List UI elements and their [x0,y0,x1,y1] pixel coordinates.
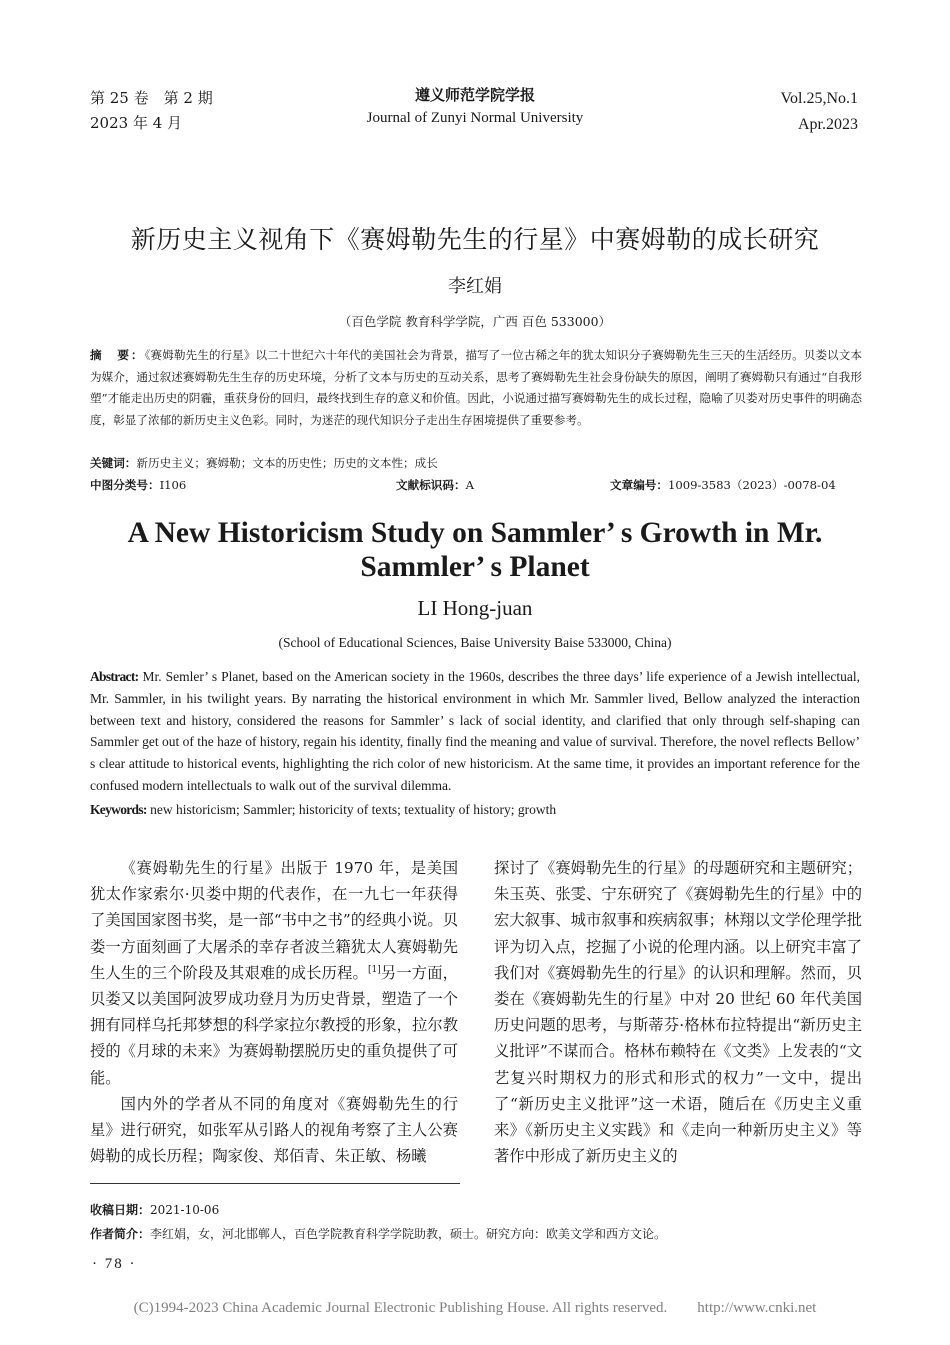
affiliation-en: (School of Educational Sciences, Baise University Baise 533000, China) [278,635,672,650]
keywords-cn-text: 新历史主义；赛姆勒；文本的历史性；历史的文本性；成长 [136,456,438,470]
body-column-left [90,855,458,1169]
title-en-line2: Sammler’ s Planet [360,551,590,583]
clc-number: 中图分类号：I106 [90,478,187,492]
document-code: 文献标识码：A [396,478,474,492]
date-cn: 2023 年 4 月 [90,114,183,132]
body-paragraph-2: 国内外的学者从不同的角度对《赛姆勒先生的行星》进行研究，如张军从引路人的视角考察了主人公赛姆勒的成长历程；陶家俊、郑佰青、朱正敏、杨曦 [90,1094,458,1166]
abstract-cn [90,345,862,431]
journal-name-en: Journal of Zunyi Normal University [366,110,584,126]
author-en: LI Hong-juan [417,596,533,620]
keywords-cn-label: 关键词： [90,456,137,470]
keywords-en-text: new historicism; Sammler; historicity of texts; textuality of history; growth [150,802,557,817]
page-number: · 78 · [92,1256,137,1272]
abstract-cn-text: 《赛姆勒先生的行星》以二十世纪六十年代的美国社会为背景，描写了一位古稀之年的犹太知识分子赛姆勒先生三天的生活经历。贝娄以文本为媒介，通过叙述赛姆勒先生生存的历史环境，分析了文本与历史的互动关系，思考了赛姆勒先生社会身份缺失的原因，阐明了赛姆勒只有通过“自我形塑”才能走出历史的阴霾，重获身份的回归，最终找到生存的意义和价值。因此，小说通过描写赛姆勒先生的成长过程，隐喻了贝娄对历史事件的明确态度，彰显了浓郁的新历史主义色彩。同时，为迷茫的现代知识分子走出生存困境提供了重要参考。 [90,348,862,427]
received-date: 收稿日期：2021-10-06 [90,1203,220,1217]
journal-name-cn: 遵义师范学院学报 [414,86,535,104]
article-title-cn: 新历史主义视角下《赛姆勒先生的行星》中赛姆勒的成长研究 [130,225,820,254]
reference-marker: [1] [368,964,381,975]
keywords-en [90,799,860,821]
body-column-right [494,855,862,1169]
keywords-cn [90,453,862,474]
footnote-divider [90,1183,460,1184]
abstract-en-label: Abstract: [90,669,139,684]
title-en-line1: A New Historicism Study on Sammler’ s Growth in Mr. [127,517,823,549]
volume-issue-en: Vol.25,No.1 [780,90,858,107]
article-number: 文章编号：1009-3583（2023）-0078-04 [610,478,836,492]
body-paragraph-1: 《赛姆勒先生的行星》出版于 1970 年，是美国犹太作家索尔·贝娄中期的代表作，在一九七一年获得了美国国家图书奖，是一部“书中之书”的经典小说。贝娄一方面刻画了大屠杀的幸存者波兰籍犹太人赛姆勒先生人生的三个阶段及其艰难的成长历程。[1]另一方面，贝娄又以美国阿波罗成功登月为历史背景，塑造了一个拥有同样乌托邦梦想的科学家拉尔教授的形象，拉尔教授的《月球的未来》为赛姆勒摆脱历史的重负提供了可能。 [90,859,458,1087]
header-right [781,86,859,138]
author-bio: 作者简介：李红娟，女，河北邯郸人，百色学院教育科学学院助教，硕士。研究方向：欧美文学和西方文论。 [90,1227,667,1241]
author-cn: 李红娟 [448,276,502,297]
copyright-notice: (C)1994-2023 China Academic Journal Electronic Publishing House. All rights reserved. http://www.cnki.net [133,1300,817,1316]
date-en: Apr.2023 [798,116,858,133]
abstract-cn-label: 摘 要： [90,348,145,362]
volume-issue-cn: 第 25 卷 第 2 期 [90,89,213,107]
keywords-en-label: Keywords: [90,802,147,817]
abstract-en [90,666,860,797]
body-paragraph-2-continued: 探讨了《赛姆勒先生的行星》的母题研究和主题研究；朱玉英、张雯、宁东研究了《赛姆勒先生的行星》中的宏大叙事、城市叙事和疾病叙事；林翔以文学伦理学批评为切入点，挖掘了小说的伦理内涵。以上研究丰富了我们对《赛姆勒先生的行星》的认识和理解。然而，贝娄在《赛姆勒先生的行星》中对 20 世纪 60 年代美国历史问题的思考，与斯蒂芬·格林布拉特提出“新历史主义批评”不谋而合。格林布赖特在《文类》上发表的“文艺复兴时期权力的形式和形式的权力”一文中，提出了“新历史主义批评”这一术语，随后在《历史主义重来》《新历史主义实践》和《走向一种新历史主义》等著作中形成了新历史主义的 [494,859,862,1166]
footnotes [90,1198,862,1246]
abstract-en-text: Mr. Semler’ s Planet, based on the American society in the 1960s, describes the three days’ life experience of a Jewish intellectual, Mr. Sammler, in his twilight years. By narrating the historical environment in which Mr. Sammler lived, Bellow analyzed the interaction between text and history, considered the reasons for Sammler’ s lack of social identity, and clarified that only through self-shaping can Sammler get out of the haze of history, regain his identity, finally find the meaning and value of survival. Therefore, the novel reflects Bellow’ s clear attitude to historical events, highlighting the rich color of new historicism. At the same time, it provides an important reference for the confused modern intellectuals to walk out of the survival dilemma. [90,669,861,793]
article-title-en [0,516,950,584]
affiliation-cn: （百色学院 教育科学学院，广西 百色 533000） [338,314,612,329]
